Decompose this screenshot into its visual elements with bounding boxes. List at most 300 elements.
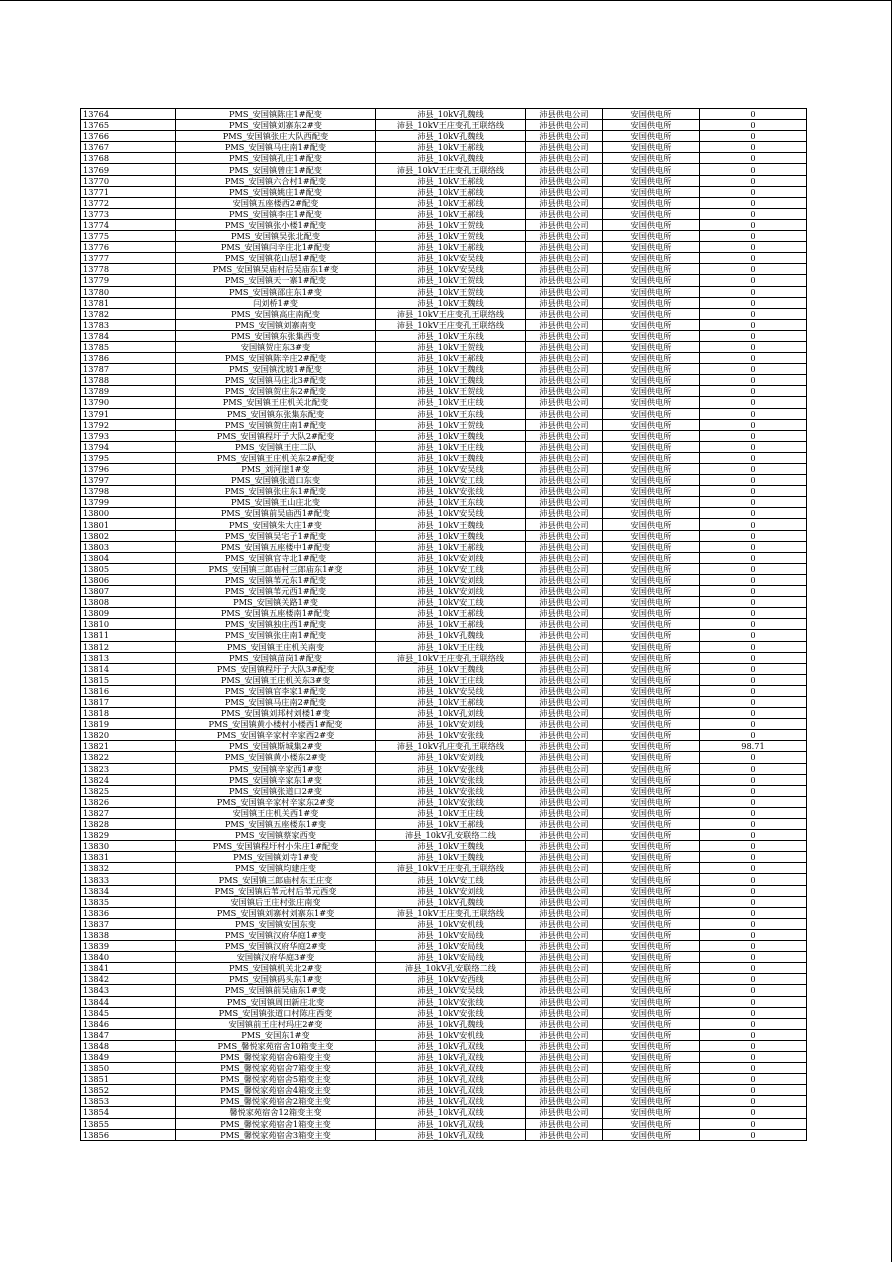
transformer-name-cell: PMS_馨悦家苑宿舍7箱变主变 [176,1063,376,1074]
station-cell: 安国供电所 [603,475,700,486]
transformer-name-cell: PMS_馨悦家苑宿舍6箱变主变 [176,1051,376,1062]
station-cell: 安国供电所 [603,985,700,996]
value-cell: 0 [700,885,807,896]
table-row [81,1007,807,1018]
station-cell: 安国供电所 [603,1096,700,1107]
transformer-name-cell: PMS_安国镇苗岗1#配变 [176,652,376,663]
station-cell: 安国供电所 [603,1129,700,1140]
row-id-cell: 13791 [81,408,176,419]
table-row [81,885,807,896]
company-cell: 沛县供电公司 [526,386,603,397]
value-cell: 0 [700,774,807,785]
transformer-name-cell: PMS_安国镇苇元西1#配变 [176,586,376,597]
row-id-cell: 13806 [81,574,176,585]
line-name-cell: 沛县_10kV王庄线 [376,441,526,452]
station-cell: 安国供电所 [603,1118,700,1129]
transformer-name-cell: PMS_安国镇蔡家西变 [176,830,376,841]
line-name-cell: 沛县_10kV孔魏线 [376,630,526,641]
value-cell: 0 [700,896,807,907]
table-row [81,341,807,352]
row-id-cell: 13782 [81,308,176,319]
table-row [81,419,807,430]
transformer-name-cell: PMS_安国镇吴宅子1#配变 [176,530,376,541]
value-cell: 0 [700,796,807,807]
value-cell: 0 [700,963,807,974]
line-name-cell: 沛县_10kV安张线 [376,774,526,785]
transformer-name-cell: PMS_安国镇辛家村辛家东2#变 [176,796,376,807]
row-id-cell: 13823 [81,763,176,774]
line-name-cell: 沛县_10kV王郝线 [376,608,526,619]
transformer-name-cell: PMS_安国镇吴张北配变 [176,231,376,242]
row-id-cell: 13821 [81,741,176,752]
row-id-cell: 13827 [81,807,176,818]
company-cell: 沛县供电公司 [526,353,603,364]
value-cell: 0 [700,153,807,164]
station-cell: 安国供电所 [603,696,700,707]
value-cell: 0 [700,519,807,530]
line-name-cell: 沛县_10kV王魏线 [376,530,526,541]
value-cell: 0 [700,785,807,796]
value-cell: 0 [700,364,807,375]
row-id-cell: 13839 [81,941,176,952]
row-id-cell: 13804 [81,552,176,563]
line-name-cell: 沛县_10kV孔魏线 [376,896,526,907]
value-cell: 0 [700,541,807,552]
company-cell: 沛县供电公司 [526,330,603,341]
table-row [81,1018,807,1029]
value-cell: 0 [700,264,807,275]
row-id-cell: 13781 [81,297,176,308]
row-id-cell: 13810 [81,619,176,630]
transformer-name-cell: PMS_安国镇邵庄东1#变 [176,286,376,297]
station-cell: 安国供电所 [603,131,700,142]
station-cell: 安国供电所 [603,186,700,197]
value-cell: 0 [700,175,807,186]
station-cell: 安国供电所 [603,519,700,530]
line-name-cell: 沛县_10kV王东线 [376,408,526,419]
transformer-name-cell: PMS_安国镇张小楼1#配变 [176,219,376,230]
transformer-name-cell: PMS_安国镇五座楼南1#配变 [176,608,376,619]
transformer-name-cell: PMS_安国镇花山居1#配变 [176,253,376,264]
line-name-cell: 沛县_10kV王贺线 [376,286,526,297]
table-row [81,519,807,530]
transformer-name-cell: PMS_安国镇高庄南配变 [176,308,376,319]
value-cell: 0 [700,929,807,940]
transformer-name-cell: PMS_安国镇闫辛庄北1#配变 [176,242,376,253]
company-cell: 沛县供电公司 [526,1107,603,1118]
table-row [81,109,807,120]
value-cell: 0 [700,441,807,452]
company-cell: 沛县供电公司 [526,1085,603,1096]
row-id-cell: 13844 [81,996,176,1007]
transformer-name-cell: PMS_安国镇王山庄北变 [176,497,376,508]
value-cell: 0 [700,630,807,641]
value-cell: 0 [700,142,807,153]
transformer-name-cell: PMS_安国镇王庄机关北配变 [176,397,376,408]
value-cell: 0 [700,752,807,763]
table-row [81,1074,807,1085]
line-name-cell: 沛县_10kV孔庄变孔王联络线 [376,741,526,752]
table-row [81,408,807,419]
line-name-cell: 沛县_10kV孔双线 [376,1063,526,1074]
station-cell: 安国供电所 [603,530,700,541]
company-cell: 沛县供电公司 [526,430,603,441]
value-cell: 0 [700,597,807,608]
company-cell: 沛县供电公司 [526,1118,603,1129]
transformer-name-cell: PMS_安国镇刘邦村刘楼1#变 [176,708,376,719]
company-cell: 沛县供电公司 [526,475,603,486]
transformer-name-cell: PMS_安国镇刘寨南变 [176,319,376,330]
company-cell: 沛县供电公司 [526,219,603,230]
company-cell: 沛县供电公司 [526,364,603,375]
value-cell: 0 [700,685,807,696]
value-cell: 0 [700,1029,807,1040]
row-id-cell: 13794 [81,441,176,452]
table-row [81,430,807,441]
table-row [81,785,807,796]
value-cell: 0 [700,996,807,1007]
row-id-cell: 13837 [81,918,176,929]
company-cell: 沛县供电公司 [526,1040,603,1051]
transformer-name-cell: PMS_安国镇关路1#变 [176,597,376,608]
company-cell: 沛县供电公司 [526,552,603,563]
line-name-cell: 沛县_10kV王郝线 [376,208,526,219]
table-row [81,464,807,475]
value-cell: 0 [700,530,807,541]
transformer-name-cell: PMS_安国镇五座楼中1#配变 [176,541,376,552]
row-id-cell: 13785 [81,341,176,352]
station-cell: 安国供电所 [603,929,700,940]
company-cell: 沛县供电公司 [526,907,603,918]
value-cell: 0 [700,1007,807,1018]
row-id-cell: 13815 [81,674,176,685]
transformer-name-cell: PMS_安国镇刘寺1#变 [176,852,376,863]
row-id-cell: 13793 [81,430,176,441]
line-name-cell: 沛县_10kV孔魏线 [376,153,526,164]
row-id-cell: 13795 [81,452,176,463]
table-row [81,508,807,519]
transformer-name-cell: 安国镇王庄机关西1#变 [176,807,376,818]
line-name-cell: 沛县_10kV安机线 [376,918,526,929]
station-cell: 安国供电所 [603,541,700,552]
value-cell: 0 [700,430,807,441]
value-cell: 0 [700,386,807,397]
line-name-cell: 沛县_10kV孔双线 [376,1107,526,1118]
station-cell: 安国供电所 [603,386,700,397]
line-name-cell: 沛县_10kV孔魏线 [376,131,526,142]
table-row [81,985,807,996]
transformer-name-cell: PMS_安国镇汉府华庭2#变 [176,941,376,952]
transformer-name-cell: PMS_安国镇官李家1#配变 [176,685,376,696]
company-cell: 沛县供电公司 [526,985,603,996]
row-id-cell: 13764 [81,109,176,120]
line-name-cell: 沛县_10kV安刘线 [376,574,526,585]
line-name-cell: 沛县_10kV安工线 [376,475,526,486]
value-cell: 98.71 [700,741,807,752]
company-cell: 沛县供电公司 [526,419,603,430]
line-name-cell: 沛县_10kV王魏线 [376,430,526,441]
company-cell: 沛县供电公司 [526,641,603,652]
value-cell: 0 [700,1118,807,1129]
transformer-name-cell: PMS_安国镇陈辛庄2#配变 [176,353,376,364]
station-cell: 安国供电所 [603,763,700,774]
line-name-cell: 沛县_10kV安局线 [376,929,526,940]
station-cell: 安国供电所 [603,796,700,807]
value-cell: 0 [700,719,807,730]
row-id-cell: 13800 [81,508,176,519]
transformer-name-cell: PMS_安国镇均建庄变 [176,863,376,874]
row-id-cell: 13819 [81,719,176,730]
row-id-cell: 13817 [81,696,176,707]
line-name-cell: 沛县_10kV王东线 [376,330,526,341]
row-id-cell: 13812 [81,641,176,652]
transformer-name-cell: PMS_安国镇前吴庙西1#配变 [176,508,376,519]
row-id-cell: 13826 [81,796,176,807]
table-row [81,807,807,818]
row-id-cell: 13834 [81,885,176,896]
company-cell: 沛县供电公司 [526,841,603,852]
row-id-cell: 13843 [81,985,176,996]
table-row [81,952,807,963]
row-id-cell: 13788 [81,375,176,386]
row-id-cell: 13765 [81,120,176,131]
row-id-cell: 13835 [81,896,176,907]
table-row [81,741,807,752]
row-id-cell: 13818 [81,708,176,719]
station-cell: 安国供电所 [603,874,700,885]
company-cell: 沛县供电公司 [526,796,603,807]
station-cell: 安国供电所 [603,430,700,441]
transformer-name-cell: 馨悦家苑宿舍12箱变主变 [176,1107,376,1118]
value-cell: 0 [700,841,807,852]
line-name-cell: 沛县_10kV王魏线 [376,297,526,308]
table-row [81,530,807,541]
line-name-cell: 沛县_10kV孔安联络二线 [376,963,526,974]
company-cell: 沛县供电公司 [526,286,603,297]
row-id-cell: 13787 [81,364,176,375]
table-row [81,719,807,730]
value-cell: 0 [700,120,807,131]
transformer-name-cell: PMS_安国东1#变 [176,1029,376,1040]
company-cell: 沛县供电公司 [526,874,603,885]
table-row [81,330,807,341]
transformer-name-cell: PMS_安国镇程圩子大队3#配变 [176,663,376,674]
company-cell: 沛县供电公司 [526,142,603,153]
table-row [81,297,807,308]
line-name-cell: 沛县_10kV王贺线 [376,386,526,397]
table-row [81,674,807,685]
table-row [81,219,807,230]
value-cell: 0 [700,907,807,918]
value-cell: 0 [700,730,807,741]
row-id-cell: 13805 [81,563,176,574]
company-cell: 沛县供电公司 [526,1029,603,1040]
table-row [81,1040,807,1051]
line-name-cell: 沛县_10kV王贺线 [376,275,526,286]
company-cell: 沛县供电公司 [526,952,603,963]
station-cell: 安国供电所 [603,142,700,153]
table-row [81,1129,807,1140]
table-row [81,308,807,319]
row-id-cell: 13767 [81,142,176,153]
transformer-name-cell: PMS_安国镇程圩村小朱庄1#配变 [176,841,376,852]
company-cell: 沛县供电公司 [526,586,603,597]
transformer-name-cell: PMS_馨悦家苑宿舍5箱变主变 [176,1074,376,1085]
company-cell: 沛县供电公司 [526,497,603,508]
value-cell: 0 [700,297,807,308]
table-row [81,708,807,719]
station-cell: 安国供电所 [603,918,700,929]
transformer-name-cell: PMS_馨悦家苑宿舍2箱变主变 [176,1096,376,1107]
table-row [81,364,807,375]
row-id-cell: 13816 [81,685,176,696]
value-cell: 0 [700,974,807,985]
transformer-name-cell: PMS_安国镇辛家村辛家西2#变 [176,730,376,741]
transformer-name-cell: PMS_馨悦家苑宿舍10箱变主变 [176,1040,376,1051]
line-name-cell: 沛县_10kV安西线 [376,974,526,985]
line-name-cell: 沛县_10kV王郝线 [376,353,526,364]
station-cell: 安国供电所 [603,741,700,752]
station-cell: 安国供电所 [603,1018,700,1029]
table-row [81,197,807,208]
transformer-name-cell: PMS_刘河崖1#变 [176,464,376,475]
transformer-name-cell: PMS_安国镇黄小楼东2#变 [176,752,376,763]
line-name-cell: 沛县_10kV王贺线 [376,219,526,230]
value-cell: 0 [700,1074,807,1085]
line-name-cell: 沛县_10kV王郝线 [376,186,526,197]
company-cell: 沛县供电公司 [526,685,603,696]
table-row [81,319,807,330]
company-cell: 沛县供电公司 [526,885,603,896]
company-cell: 沛县供电公司 [526,652,603,663]
company-cell: 沛县供电公司 [526,741,603,752]
transformer-name-cell: PMS_安国镇安国东变 [176,918,376,929]
transformer-name-cell: PMS_安国镇陈庄1#配变 [176,109,376,120]
company-cell: 沛县供电公司 [526,175,603,186]
table-row [81,929,807,940]
table-row [81,131,807,142]
row-id-cell: 13833 [81,874,176,885]
table-row [81,918,807,929]
station-cell: 安国供电所 [603,275,700,286]
value-cell: 0 [700,807,807,818]
transformer-name-cell: PMS_安国镇机关北2#变 [176,963,376,974]
line-name-cell: 沛县_10kV孔双线 [376,1096,526,1107]
transformer-name-cell: PMS_安国镇沈坡1#配变 [176,364,376,375]
station-cell: 安国供电所 [603,952,700,963]
company-cell: 沛县供电公司 [526,1129,603,1140]
table-row [81,1063,807,1074]
row-id-cell: 13832 [81,863,176,874]
row-id-cell: 13830 [81,841,176,852]
company-cell: 沛县供电公司 [526,486,603,497]
table-row [81,186,807,197]
row-id-cell: 13850 [81,1063,176,1074]
line-name-cell: 沛县_10kV王贺线 [376,231,526,242]
value-cell: 0 [700,619,807,630]
company-cell: 沛县供电公司 [526,941,603,952]
transformer-name-cell: PMS_安国镇独庄西1#配变 [176,619,376,630]
line-name-cell: 沛县_10kV安张线 [376,785,526,796]
table-row [81,841,807,852]
line-name-cell: 沛县_10kV安工线 [376,597,526,608]
value-cell: 0 [700,109,807,120]
line-name-cell: 沛县_10kV王庄线 [376,641,526,652]
station-cell: 安国供电所 [603,164,700,175]
station-cell: 安国供电所 [603,819,700,830]
transformer-name-cell: 安国镇汉府华庭3#变 [176,952,376,963]
line-name-cell: 沛县_10kV王庄变孔王联络线 [376,164,526,175]
transformer-name-cell: PMS_安国镇曾庄1#配变 [176,164,376,175]
row-id-cell: 13769 [81,164,176,175]
row-id-cell: 13803 [81,541,176,552]
transformer-name-cell: PMS_安国镇六合村1#配变 [176,175,376,186]
value-cell: 0 [700,563,807,574]
company-cell: 沛县供电公司 [526,1074,603,1085]
line-name-cell: 沛县_10kV孔刘线 [376,708,526,719]
transformer-name-cell: PMS_安国镇五座楼东1#变 [176,819,376,830]
value-cell: 0 [700,552,807,563]
company-cell: 沛县供电公司 [526,341,603,352]
value-cell: 0 [700,952,807,963]
company-cell: 沛县供电公司 [526,231,603,242]
company-cell: 沛县供电公司 [526,574,603,585]
company-cell: 沛县供电公司 [526,852,603,863]
row-id-cell: 13777 [81,253,176,264]
company-cell: 沛县供电公司 [526,109,603,120]
line-name-cell: 沛县_10kV王魏线 [376,852,526,863]
row-id-cell: 13811 [81,630,176,641]
value-cell: 0 [700,353,807,364]
company-cell: 沛县供电公司 [526,375,603,386]
value-cell: 0 [700,330,807,341]
row-id-cell: 13786 [81,353,176,364]
table-row [81,386,807,397]
table-row [81,441,807,452]
row-id-cell: 13851 [81,1074,176,1085]
table-row [81,497,807,508]
row-id-cell: 13854 [81,1107,176,1118]
station-cell: 安国供电所 [603,375,700,386]
row-id-cell: 13847 [81,1029,176,1040]
table-row [81,563,807,574]
line-name-cell: 沛县_10kV王贺线 [376,419,526,430]
value-cell: 0 [700,852,807,863]
row-id-cell: 13825 [81,785,176,796]
line-name-cell: 沛县_10kV孔双线 [376,1118,526,1129]
company-cell: 沛县供电公司 [526,264,603,275]
transformer-name-cell: PMS_安国镇天一寨1#配变 [176,275,376,286]
row-id-cell: 13836 [81,907,176,918]
row-id-cell: 13848 [81,1040,176,1051]
table-row [81,963,807,974]
station-cell: 安国供电所 [603,508,700,519]
company-cell: 沛县供电公司 [526,708,603,719]
table-row [81,763,807,774]
value-cell: 0 [700,408,807,419]
station-cell: 安国供电所 [603,109,700,120]
company-cell: 沛县供电公司 [526,763,603,774]
company-cell: 沛县供电公司 [526,774,603,785]
company-cell: 沛县供电公司 [526,597,603,608]
value-cell: 0 [700,608,807,619]
transformer-name-cell: PMS_安国镇官寺北1#配变 [176,552,376,563]
station-cell: 安国供电所 [603,563,700,574]
station-cell: 安国供电所 [603,619,700,630]
table-row [81,796,807,807]
company-cell: 沛县供电公司 [526,253,603,264]
line-name-cell: 沛县_10kV安刘线 [376,752,526,763]
